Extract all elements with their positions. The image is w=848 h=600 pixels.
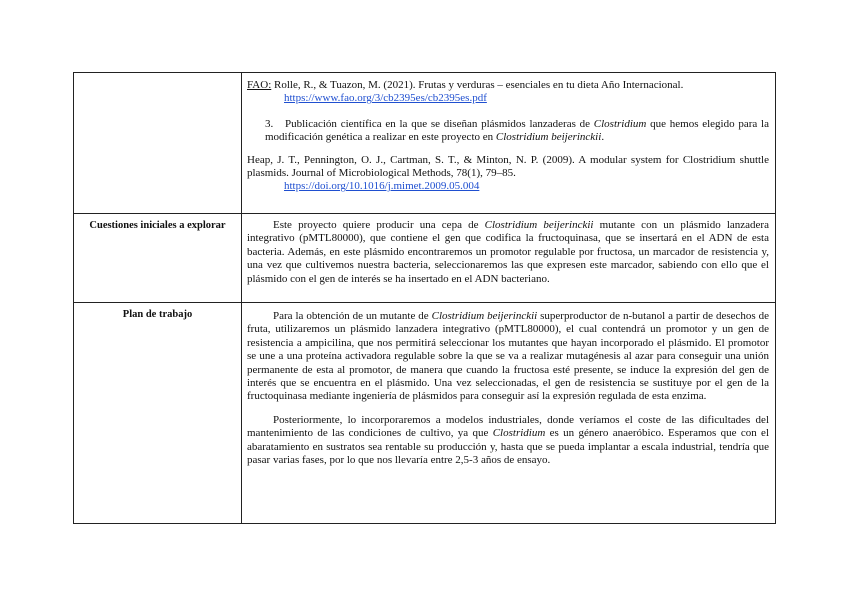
fao-link[interactable]: https://www.fao.org/3/cb2395es/cb2395es.pdf: [284, 92, 487, 105]
fao-reference: [247, 79, 769, 106]
row-label: Plan de trabajo: [122, 309, 193, 320]
paragraph: Este proyecto quiere producir una cepa de Clostridium beijerinckii mutante con un plásmido lanzadera integrativo (pMTL80000), que contiene el gen que codifica la fructoquinasa, que se insertará en el ADN de esta bacteria. Además, en este plásmido encontraremos un promotor regulable por fructosa, un marcador de resistencia y, una vez que cultivemos nuestra bacteria, seleccionaremos las que expresen este marcador, sabiendo con ello que el plásmido con el gen de interés se ha insertado en el ADN bacteriano.: [247, 219, 769, 285]
table-row: [74, 303, 776, 524]
paragraph: Para la obtención de un mutante de Clostridium beijerinckii superproductor de n-butanol a partir de desechos de fruta, utilizaremos un plásmido lanzadera integrativo (pMTL80000), el cual contendrá un promotor y un gen de resistencia a ampicilina, que nos permitirá seleccionar los mutantes que hayan incorporado el plásmido. El promotor se une a una proteína activadora regulable sobre la que se va a realizar mutagénesis al azar para conseguir una unión permanente de esta al promotor, de manera que cuando la fructosa esté presente, se induce la expresión del gen de interés que se encuentra en el plásmido. Una vez seleccionadas, el gen de resistencia se sustituye por el gen de la fructoquinasa mediante ingeniería de plásmidos para conseguir así la expresión regulada de esta enzima.: [247, 310, 769, 403]
references-cell: [242, 73, 776, 214]
reference-item-3: 3. Publicación científica en la que se diseñan plásmidos lanzaderas de Clostridium que hemos elegido para la modificación genética a realizar en este proyecto en Clostridium beijerinckii.: [265, 117, 769, 144]
item-number: 3.: [265, 117, 274, 130]
row-label-empty: [74, 73, 242, 214]
project-table: [73, 72, 776, 524]
table-row: [74, 73, 776, 214]
heap-reference: [247, 154, 769, 194]
paragraph: Posteriormente, lo incorporaremos a modelos industriales, donde veríamos el coste de las dificultades del mantenimiento de las condiciones de cultivo, ya que Clostridium es un género anaeróbico. Esperamos que con el abaratamiento en sustratos sea rentable su producción y, hasta que se pueda implantar a escala industrial, tendría que pasar varias fases, por lo que nos llevaría entre 2,5-3 años de ensayo.: [247, 413, 769, 467]
fao-tag: FAO:: [247, 79, 272, 91]
fao-citation: Rolle, R., & Tuazon, M. (2021). Frutas y verduras – esenciales en tu dieta Año Internacional.: [271, 79, 684, 91]
table-row: [74, 214, 776, 303]
content-cell: [242, 214, 776, 303]
row-label: Cuestiones iniciales a explorar: [89, 220, 226, 231]
content-cell: [242, 303, 776, 524]
row-label-cell: [74, 214, 242, 303]
heap-citation: Heap, J. T., Pennington, O. J., Cartman, S. T., & Minton, N. P. (2009). A modular system for Clostridium shuttle plasmids. Journal of Microbiological Methods, 78(1), 79–85.: [247, 153, 769, 180]
row-label-cell: [74, 303, 242, 524]
heap-link[interactable]: https://doi.org/10.1016/j.mimet.2009.05.004: [284, 180, 480, 193]
